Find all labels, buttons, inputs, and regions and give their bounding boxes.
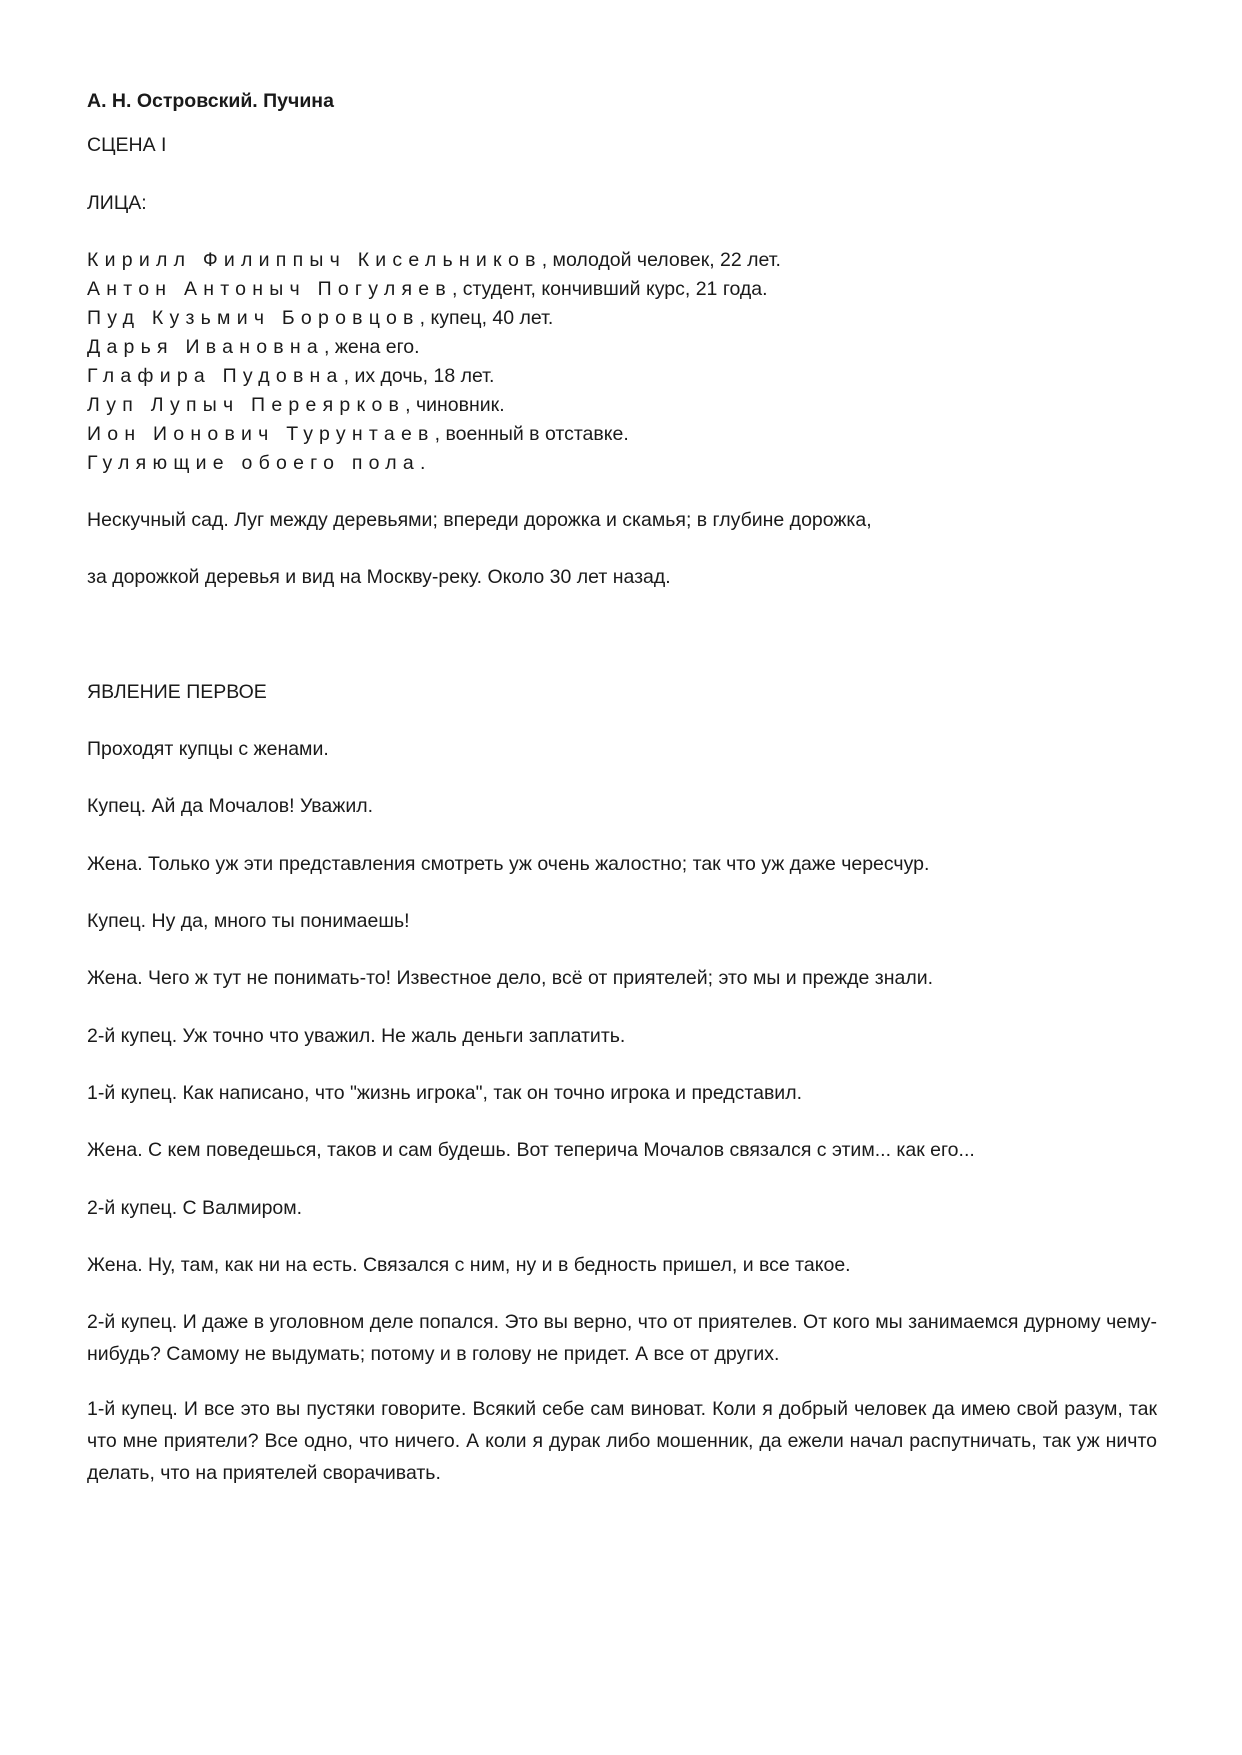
person-name: Дарья Ивановна — [87, 336, 324, 358]
list-item — [87, 422, 629, 446]
persons-heading: ЛИЦА: — [87, 192, 147, 214]
dialogue-paragraph: 1-й купец. И все это вы пустяки говорите. Всякий себе сам виноват. Коли я добрый человек да имею свой разум, так что мне приятели? Все одно, что ничего. А коли я дурак либо мошенник, да ежели начал распутничать, так уж ничто делать, что на приятелей сворачивать. — [87, 1398, 1157, 1484]
list-item — [87, 393, 505, 417]
person-desc: , военный в отставке. — [434, 423, 629, 445]
act-heading: ЯВЛЕНИЕ ПЕРВОЕ — [87, 681, 267, 703]
person-desc: . — [420, 452, 426, 474]
list-item — [87, 451, 425, 475]
person-desc: , их дочь, 18 лет. — [343, 365, 495, 387]
person-name: Кирилл Филиппыч Кисельников — [87, 249, 542, 271]
scene-heading: СЦЕНА I — [87, 134, 167, 156]
person-name: Антон Антоныч Погуляев — [87, 278, 452, 300]
dialogue-line: Жена. С кем поведешься, таков и сам будешь. Вот теперича Мочалов связался с этим... как его... — [87, 1139, 975, 1161]
setting-line-2: за дорожкой деревья и вид на Москву-реку. Около 30 лет назад. — [87, 566, 671, 588]
person-desc: , молодой человек, 22 лет. — [541, 249, 781, 271]
setting-line-1: Нескучный сад. Луг между деревьями; впереди дорожка и скамья; в глубине дорожка, — [87, 509, 872, 531]
dialogue-line: Жена. Только уж эти представления смотреть уж очень жалостно; так что уж даже чересчур. — [87, 853, 930, 875]
person-desc: , купец, 40 лет. — [419, 307, 554, 329]
person-name: Пуд Кузьмич Боровцов — [87, 307, 420, 329]
dialogue-line: 2-й купец. С Валмиром. — [87, 1197, 303, 1219]
person-desc: , студент, кончивший курс, 21 года. — [451, 278, 768, 300]
person-desc: , чиновник. — [405, 394, 505, 416]
document-title: А. Н. Островский. Пучина — [87, 90, 334, 112]
list-item — [87, 335, 420, 359]
dialogue-line: Купец. Ай да Мочалов! Уважил. — [87, 795, 374, 817]
dialogue-line: Жена. Чего ж тут не понимать-то! Известное дело, всё от приятелей; это мы и прежде знали. — [87, 967, 934, 989]
person-desc: , жена его. — [323, 336, 420, 358]
dialogue-line: Жена. Ну, там, как ни на есть. Связался с ним, ну и в бедность пришел, и все такое. — [87, 1254, 851, 1276]
dialogue-line: 1-й купец. Как написано, что "жизнь игрока", так он точно игрока и представил. — [87, 1082, 802, 1104]
dialogue-line: 2-й купец. Уж точно что уважил. Не жаль деньги заплатить. — [87, 1025, 626, 1047]
person-name: Гуляющие обоего пола — [87, 452, 420, 474]
person-name: Глафира Пудовна — [87, 365, 344, 387]
list-item — [87, 306, 553, 330]
list-item — [87, 277, 768, 301]
list-item — [87, 364, 494, 388]
person-name: Ион Ионович Турунтаев — [87, 423, 435, 445]
dialogue-line: Проходят купцы с женами. — [87, 738, 329, 760]
person-name: Луп Лупыч Переярков — [87, 394, 406, 416]
list-item — [87, 248, 781, 272]
dialogue-paragraph: 2-й купец. И даже в уголовном деле попался. Это вы верно, что от приятелев. От кого мы занимаемся дурному чему-нибудь? Самому не выдумать; потому и в голову не придет. А все от других. — [87, 1311, 1157, 1365]
dialogue-line: Купец. Ну да, много ты понимаешь! — [87, 910, 410, 932]
